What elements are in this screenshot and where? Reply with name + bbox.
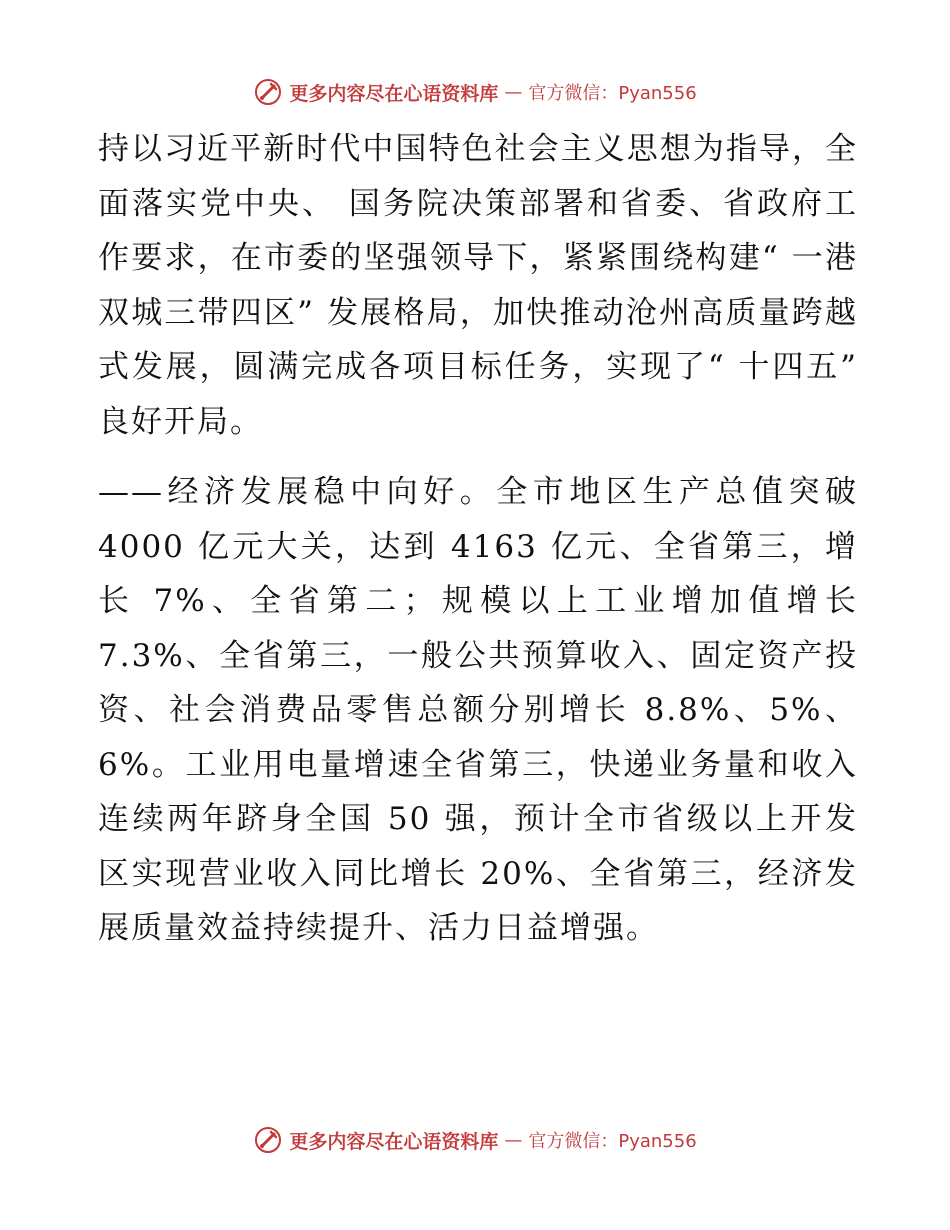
watermark-separator: — (504, 1129, 523, 1151)
watermark-separator: — (504, 81, 523, 103)
watermark-sub-text: 官方微信：Pyan556 (528, 1131, 697, 1152)
paragraph-2: ——经济发展稳中向好。全市地区生产总值突破 4000 亿元大关，达到 4163 亿元、全省第三，增长 7%、全省第二；规模以上工业增加值增长 7.3%、全省第三，一般公共预算收入、固定资产投资、社会消费品零售总额分别增长 8.8%、5%、6%。工业用电量增速全省第三，快递业务量和收入连续两年跻身全国 50 强，预计全市省级以上开发区实现营业收入同比增长 20%、全省第三，经济发展质量效益持续提升、活力日益增强。 (98, 474, 859, 946)
document-body (98, 122, 858, 956)
brand-logo-icon (253, 77, 283, 107)
watermark-sub-text: 官方微信：Pyan556 (528, 83, 697, 104)
watermark-main-text: 更多内容尽在心语资料库 (289, 1130, 499, 1153)
brand-logo-icon (253, 1125, 283, 1155)
paragraph-1: 持以习近平新时代中国特色社会主义思想为指导，全面落实党中央、 国务院决策部署和省委、省政府工作要求，在市委的坚强领导下，紧紧围绕构建“ 一港双城三带四区” 发展格局，加快推动沧州高质量跨越式发展，圆满完成各项目标任务，实现了“ 十四五” 良好开局。 (98, 131, 858, 440)
header-watermark (0, 72, 950, 112)
watermark-main-text: 更多内容尽在心语资料库 (289, 82, 499, 105)
footer-watermark (0, 1120, 950, 1160)
